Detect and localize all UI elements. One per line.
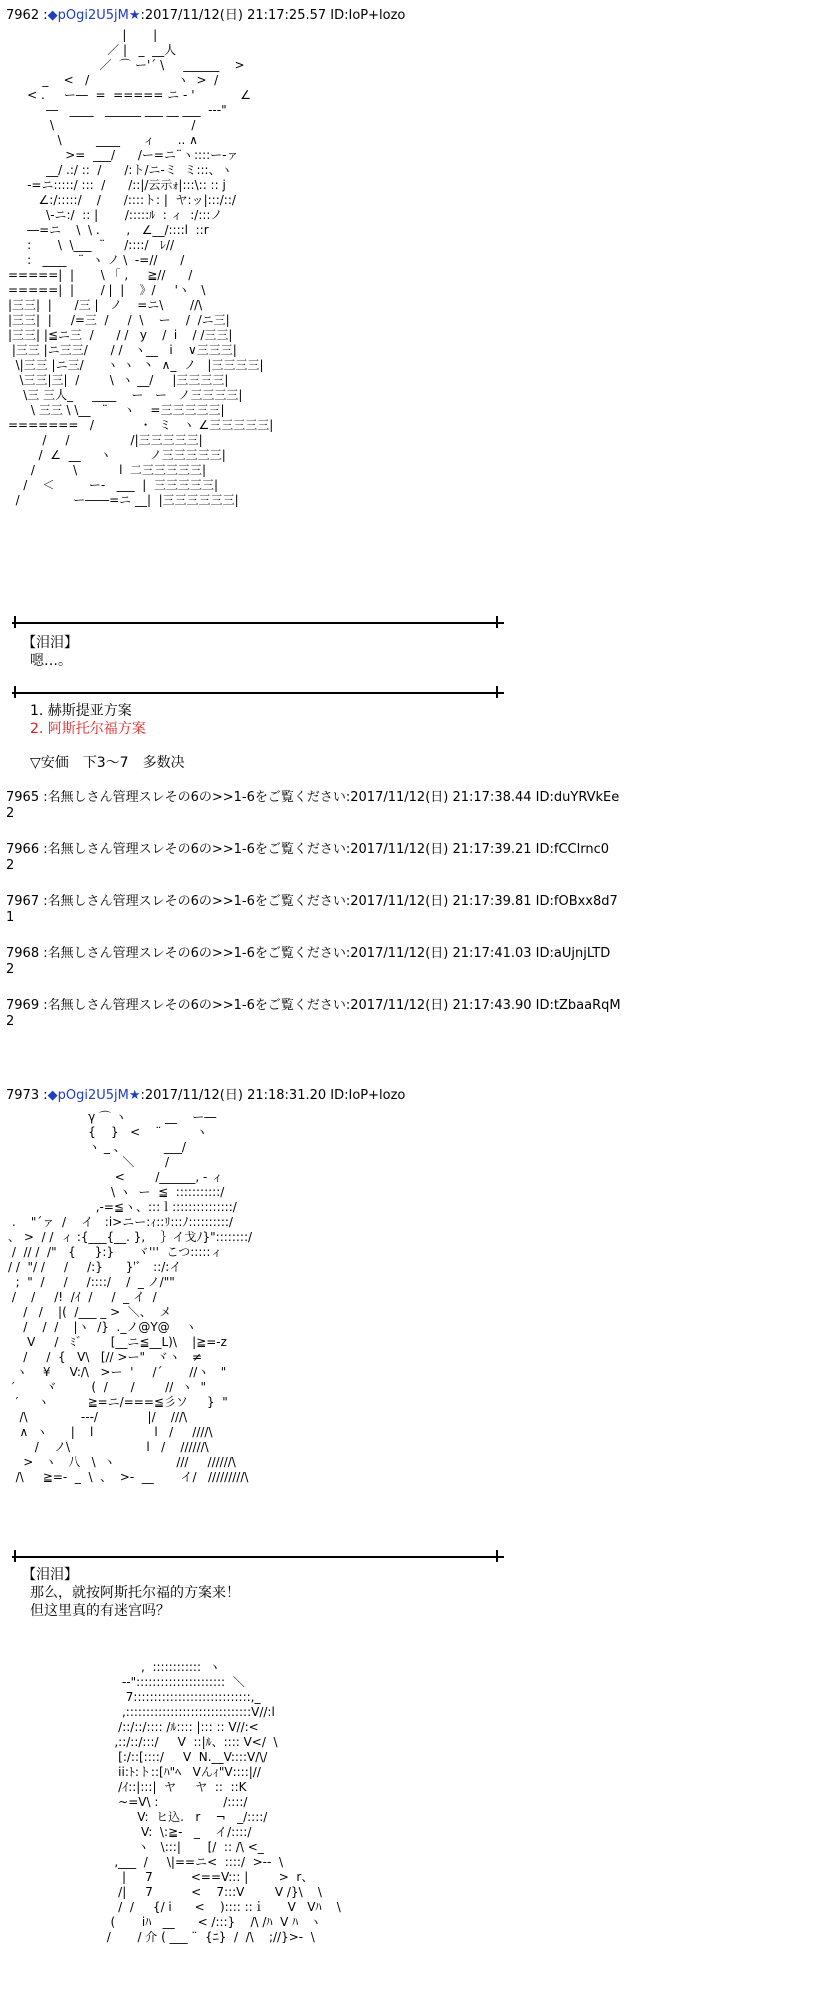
reply-body: 2	[6, 806, 15, 821]
ascii-art-1: | | ／ | _ __人 ／ ⌒ ー'´ \ ______ > _ < / ヽ > / < . ー― = ===== ニ - ' ∠ ― ____ ______ ___ __ ___ ---" \ / \ ____ ィ .. ∧ >= ___/ /ー=ニ¨ヽ::::ー-ァ __/ .:/ :: / /:ト/ニ‐ミ ミ:::、ヽ -=ニ:::::/ ::: / /::|/云示ｫ|:::\:: :: j ∠:/:::::/ / /::::ト: | ヤ:ッ|:::/::/ \-ニ:/ :: | /:::::ﾙ : ィ :/:::ノ ―=ニ \ \ . , ∠__/::::l ::r : \ \___ ¨ /::::/ ﾚ// : ____ ¨ ヽ ノ \ -=// / =====| | \ 「 , ≧// / =====| | / | | 》/ 'ヽ \ |三三| | /三 | ノ =ニ\ //\ |三三| | /=三 / / \ ー / /ニ三| |三三| |≦ニ三 / / / y / i / /三三| |三三 |ニ三三/ / / ヽ__ i ∨三三三| \|三三 |ニ三/ ヽ ヽ 丶 ∧_ ノ |三三三三| \三三|三| / \ ヽ __/ |三三三三| \三 三人_ ____ ー ー ノ三三三三| \ 三三 \ \__ ¨ ヽ =三三三三三| ======= / ・ ミ ヽ ∠三三三三三| / / /|三三三三三| / ∠ __ ヽ ノ三三三三三| / \ l 二三三三三三| / ＜ ー- ___ | 三三三三三| / ー――=ニ __| |三三三三三三|	[8, 28, 274, 507]
poster-trip[interactable]: ◆pOgi2U5jM	[47, 8, 129, 23]
reply-header: 7967 :名無しさん管理スレその6の>>1-6をご覧ください:2017/11/12(日) 21:17:39.81 ID:fOBxx8d7	[6, 894, 618, 909]
dialog-line: 嗯…。	[30, 653, 72, 669]
divider-tick	[14, 686, 16, 698]
vote-instruction: ▽安価 下3～7 多数决	[30, 755, 185, 771]
post-date: :2017/11/12(日) 21:18:31.20	[140, 1088, 327, 1103]
poster-id[interactable]: ID:IoP+lozo	[330, 1088, 406, 1103]
reply-body: 2	[6, 962, 15, 977]
star-icon: ★	[128, 8, 141, 23]
choice-2: 2. 阿斯托尔福方案	[30, 721, 146, 737]
ascii-art-3: , :::::::::::: ヽ --":::::::::::::::::::::: ＼ 7:::::::::::::::::::::::::::::,_ ,:::::::::::::::::::::::::::::::V//:l /::/::/:::: /ﾙ:::: |::: :: V//:< ,::/::/:::/ V ::|ﾙ、:::: V</ \ [:/::[::::/ V N.__V::::V/\/ ii:ﾄ:ト::[ﾊ"ﾍ Vんｨ"Ⅴ::::|// /ｲ::|:::| ヤ ヤ :: ::K ~=V\ : /::::/ V: ヒ込. r ¬ _/::::/ V: \:≧- _ イ/::::/ ヽ \:::| [/ :: /\ <_ ,___ / \|==ニ< ::::/ >-- \ | 7 <==V::: | > r、 /| 7 < 7:::V V /}\ \ / / {/ i < ):::: ::ｉ V Vﾊ \ ( iﾊ __ < /:::} /\ /ﾊ V ﾊ ヽ / / 介 ( ___ ¨ {ﾆ} / /\ ;//}>- \	[106, 1660, 341, 1944]
star-icon: ★	[128, 1088, 141, 1103]
post-number: 7962	[6, 8, 40, 23]
reply-header: 7969 :名無しさん管理スレその6の>>1-6をご覧ください:2017/11/12(日) 21:17:43.90 ID:tZbaaRqM	[6, 998, 621, 1013]
reply-body: 1	[6, 910, 15, 925]
divider	[12, 692, 504, 694]
divider	[12, 622, 504, 624]
divider-tick	[14, 1550, 16, 1562]
divider-tick	[496, 686, 498, 698]
dialog-line: 那么，就按阿斯托尔福的方案来！	[30, 1585, 240, 1601]
ascii-art-2: γ ⌒ ヽ __ ー― { } < ¨ ヽ ヽ _ 、 ___/ ＼ / < /______, - ィ \ ヽ ー ≦ :::::::::::/ ,-=≦ヽ、:::ｌ:::::::::::::::/ . "´ァ / イ :i>ニー:ｨ::ﾘ:::ﾉ::::::::::/ 、 > / / ィ :{___{__. }, ｝イ戈ﾉ}"::::::::/ / // / /" { }:} ヾ''' こつ:::::ィ / / "/ / / /:} }'ﾞ ::/:イ ; " / / /::::/ / _ ノ/"" / / /! /ｲ / / _ イ / / / |( /___ _ > ＼、 メ / / / |ヽ /} ._ノ@Y@ ヽ V / ﾐ゛ [__ニ≦__L)\ |≧=-z / / { V\ [// >ー" ヾヽ ≠ ヽ ¥ V:/\ >ー ' /´ //ヽ " ′ ヾ ( / / // ヽ " ′ ヽ ≧=ニ/===≦彡ソ } " /\ ---/ |/ ///\ ∧ ヽ | l l / ////\ / ノ\ l / //////\ > ヽ 八 \ ヽ /// //////\ /\ ≧=- _ \ 、 >- __ イ/ /////////\	[8, 1110, 253, 1484]
divider	[12, 1556, 504, 1558]
choice-1: 1. 赫斯提亚方案	[30, 703, 132, 719]
poster-id[interactable]: ID:IoP+lozo	[330, 8, 406, 23]
post-header-7962: 7962 :◆pOgi2U5jM★:2017/11/12(日) 21:17:25.57 ID:IoP+lozo	[6, 8, 406, 23]
divider-tick	[14, 616, 16, 628]
post-date: :2017/11/12(日) 21:17:25.57	[140, 8, 327, 23]
reply-body: 2	[6, 1014, 15, 1029]
divider-tick	[496, 616, 498, 628]
reply-body: 2	[6, 858, 15, 873]
poster-trip[interactable]: ◆pOgi2U5jM	[47, 1088, 129, 1103]
reply-header: 7968 :名無しさん管理スレその6の>>1-6をご覧ください:2017/11/12(日) 21:17:41.03 ID:aUjnjLTD	[6, 946, 611, 961]
reply-header: 7966 :名無しさん管理スレその6の>>1-6をご覧ください:2017/11/12(日) 21:17:39.21 ID:fCClrnc0	[6, 842, 610, 857]
post-number: 7973	[6, 1088, 40, 1103]
divider-tick	[496, 1550, 498, 1562]
speaker-label: 【泪泪】	[22, 635, 78, 651]
post-header-7973: 7973 :◆pOgi2U5jM★:2017/11/12(日) 21:18:31.20 ID:IoP+lozo	[6, 1088, 406, 1103]
reply-header: 7965 :名無しさん管理スレその6の>>1-6をご覧ください:2017/11/12(日) 21:17:38.44 ID:duYRVkEe	[6, 790, 620, 805]
dialog-line: 但这里真的有迷宫吗？	[30, 1603, 170, 1619]
speaker-label: 【泪泪】	[22, 1567, 78, 1583]
